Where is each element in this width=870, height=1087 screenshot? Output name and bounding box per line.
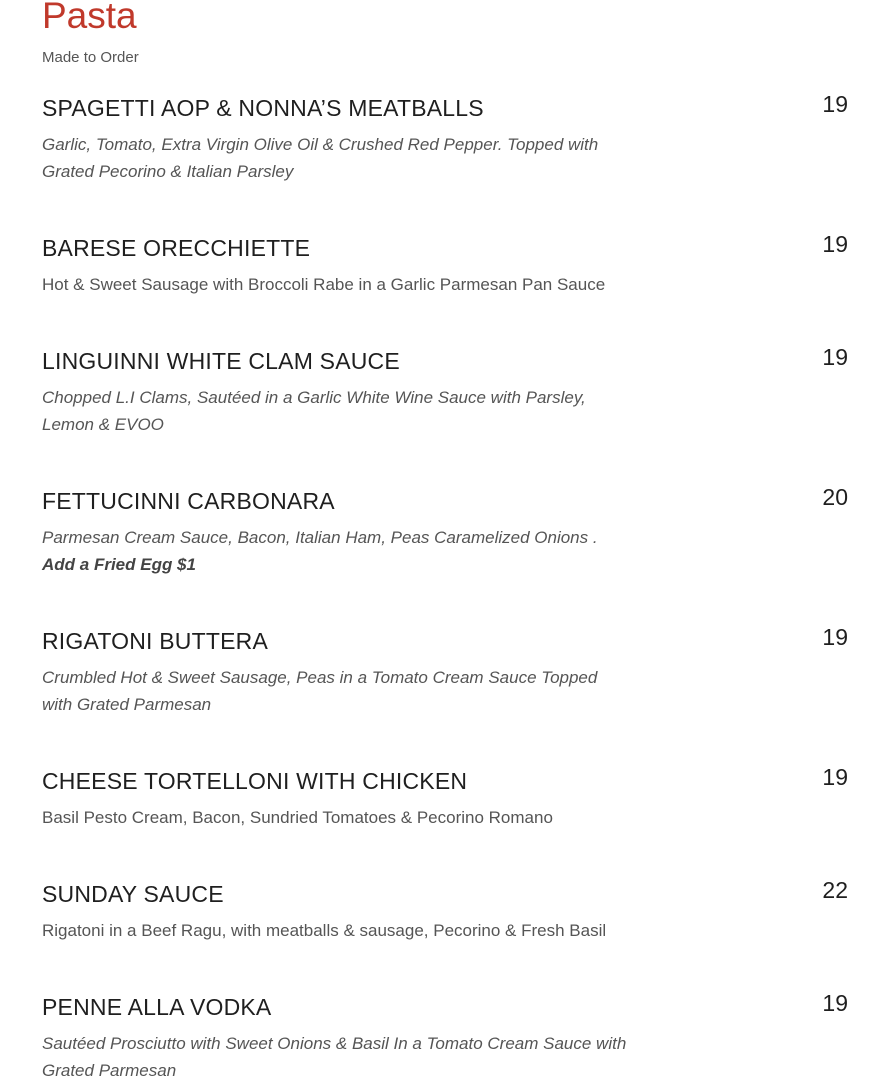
item-name: SPAGETTI AOP & NONNA’S MEATBALLS: [42, 95, 484, 121]
item-description: Hot & Sweet Sausage with Broccoli Rabe in a Garlic Parmesan Pan Sauce: [42, 275, 606, 294]
item-price: 19: [822, 990, 848, 1016]
item-price: 19: [822, 91, 848, 117]
item-description: [42, 524, 632, 578]
item-description: Sautéed Prosciutto with Sweet Onions & Basil In a Tomato Cream Sauce with Grated Parmesan: [42, 1034, 627, 1080]
item-name: FETTUCINNI CARBONARA: [42, 488, 335, 514]
menu-item-penne-vodka: [42, 990, 848, 1084]
item-name: BARESE ORECCHIETTE: [42, 235, 311, 261]
section-title: Pasta: [42, 0, 137, 36]
item-name: RIGATONI BUTTERA: [42, 628, 268, 654]
item-name: LINGUINNI WHITE CLAM SAUCE: [42, 348, 400, 374]
item-name: SUNDAY SAUCE: [42, 881, 224, 907]
item-price: 19: [822, 344, 848, 370]
section-subtitle: Made to Order: [42, 49, 139, 66]
item-price: 22: [822, 877, 848, 903]
item-description: Garlic, Tomato, Extra Virgin Olive Oil & Crushed Red Pepper. Topped with Grated Pecorino & Italian Parsley: [42, 135, 599, 181]
item-price: 20: [822, 484, 848, 510]
menu-item-linguinni-clam: [42, 344, 848, 438]
menu-item-spagetti-meatballs: [42, 91, 848, 185]
item-description: Rigatoni in a Beef Ragu, with meatballs & sausage, Pecorino & Fresh Basil: [42, 921, 607, 940]
menu-item-rigatoni-buttera: [42, 624, 848, 718]
item-price: 19: [822, 764, 848, 790]
menu-item-fettucinni-carbonara: [42, 484, 848, 578]
item-extra-option: Add a Fried Egg $1: [42, 555, 196, 574]
item-description: Basil Pesto Cream, Bacon, Sundried Tomatoes & Pecorino Romano: [42, 808, 553, 827]
item-name: CHEESE TORTELLONI WITH CHICKEN: [42, 768, 468, 794]
item-description: Crumbled Hot & Sweet Sausage, Peas in a Tomato Cream Sauce Topped with Grated Parmesan: [42, 668, 598, 714]
item-price: 19: [822, 624, 848, 650]
menu-item-barese-orecchiette: [42, 231, 848, 298]
item-name: PENNE ALLA VODKA: [42, 994, 272, 1020]
menu-item-sunday-sauce: [42, 877, 848, 944]
item-description: Chopped L.I Clams, Sautéed in a Garlic White Wine Sauce with Parsley, Lemon & EVOO: [42, 388, 586, 434]
item-price: 19: [822, 231, 848, 257]
menu-item-cheese-tortelloni: [42, 764, 848, 831]
item-description-text: Parmesan Cream Sauce, Bacon, Italian Ham, Peas Caramelized Onions .: [42, 528, 598, 547]
